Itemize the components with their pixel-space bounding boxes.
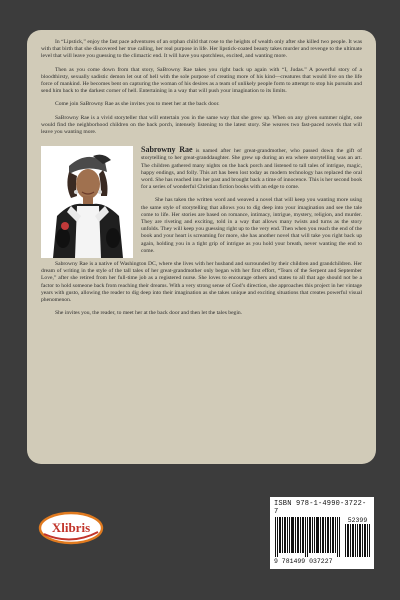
- price-addon: [345, 517, 370, 557]
- xlibris-logo: [38, 510, 104, 546]
- author-bio: [41, 146, 362, 317]
- barcode: [270, 497, 374, 569]
- isbn-number: ISBN 978-1-4990-3722-7: [274, 500, 367, 516]
- addon-number: 52399: [347, 517, 368, 524]
- author-photo: [41, 146, 133, 258]
- barcode-bars-row: [274, 517, 370, 557]
- logo-text: Xlibris: [51, 520, 91, 535]
- bio-paragraph-4: She invites you, the reader, to meet her at the back door and then let the tales begin.: [55, 310, 243, 317]
- bio-paragraph-1-text: is named after her great-grandmother, who passed down the gift of storytelling to her great-granddaughter. She grew up during an era where storytelling was an art. The children gathered many nights on the back porch and listened to tall tales of intrigue, magic, happy endings, and folly. This art has been lost today as modern technology has replaced the oral word. She has reached into her past and brought back a time of innocence. This is her second book for a series of wonderful Christian fiction books with an edge to come.: [141, 148, 363, 191]
- ean-barcode-bars: [274, 517, 342, 557]
- bio-paragraph-3: Sabrowny Rae is a native of Washington DC, where she lives with her husband and surrounded by their children and grandchildren. Her dream of writing in the style of the tall tales of her great-grandmother only began with her first effort, “Tears of the Serpent and September Love,” after she retired from her full-time job as a registered nurse. She loves to encourage others and states to all that age should not be a factor to hold someone back from reaching their dreams. With a very strong sense of God’s direction, she approaches this project in her vintage years with gusto, allowing the reader to dig deep into their imagination as she takes unique and exciting situations that creates powerful visual phenomenon.: [41, 261, 362, 304]
- blurb-paragraph-4: SaBrowny Rae is a vivid storyteller that will entertain you in the same way that she grew up. When on any given summer night, one would find the neighborhood children on the back porch, intensely listening to the latest story. She weaves two fast-paced novels that will leave you wanting more.: [41, 114, 362, 136]
- author-name: Sabrowny Rae: [141, 145, 193, 155]
- addon-barcode-bars: [345, 524, 370, 557]
- blurb-paragraph-1: In “Lipstick,” enjoy the fast pace adventures of an orphan child that rose to the heights of wealth only after she killed two people. It was with that birth that she discovered her true calling, her real purpose in life. Her lipstick-coated beauty takes murder and revenge to the ultimate level that will leave you guessing to the climactic end. It will have you spotchless, excited, and wanting more.: [41, 39, 362, 60]
- bio-paragraph-2: She has taken the written word and weaved a novel that will keep you wanting more using the same style of storytelling that allows you to dig deep into your imagination and see the tale come to life. Her stories are based on romance, intimacy, intrigue, mystery, religion, and murder. They are riveting and exciting, told in a way that allows many twists and turns as the story unfolds. They will keep you guessing right up to the very end. Then when you reach the end of the book and your heart is screaming for more, she has another novel that will take you right back up again, holding you in a tight grip of intrigue as you hold your breath, never wanting the end to come.: [141, 197, 362, 254]
- author-portrait-image: [41, 146, 133, 258]
- text-panel: [27, 30, 376, 464]
- blurb-paragraph-3: Come join SaBrowny Rae as she invites you to meet her at the back door.: [55, 101, 220, 108]
- publisher-logo-icon: [38, 510, 104, 546]
- blurb-paragraph-2: Then as you come down from that story, SaBrowny Rae takes you right back up again with “I, Judas.” A powerful story of a bloodthirsty, sexually sadistic demon let out of hell with the sole purpose of creating more of his kind—creatures that would live on the life force of mankind. He becomes bent on capturing the woman of his desires as a team of unlikely people form to attempt to stop his pursuits and send him back to the darkest corner of hell. Entertaining in a way that will push your imagination to its limits.: [41, 66, 362, 95]
- ean-number: 9 781499 037227: [274, 558, 333, 565]
